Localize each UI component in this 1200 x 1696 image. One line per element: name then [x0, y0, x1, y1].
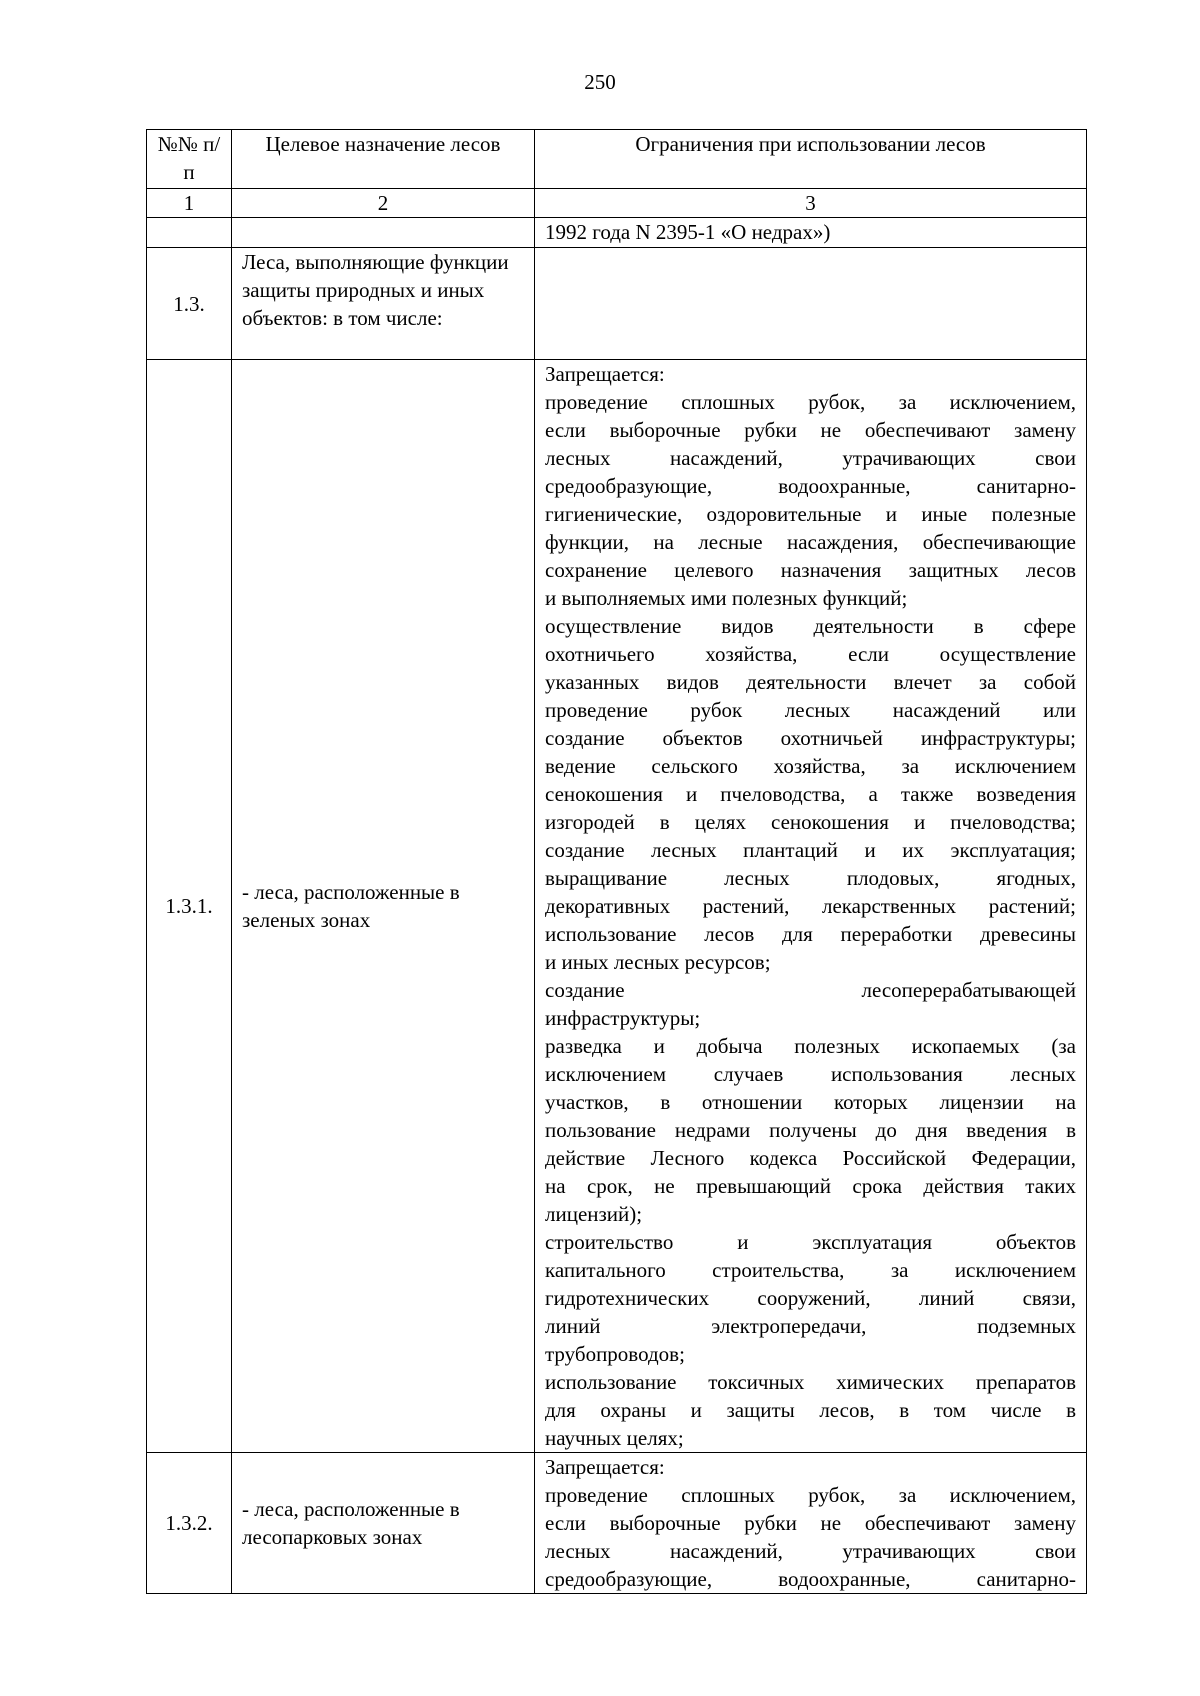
restriction-line: осуществление видов деятельности в сфере [545, 614, 1076, 638]
restriction-line: и выполняемых ими полезных функций; [545, 586, 908, 610]
row-restrictions [535, 360, 1087, 1453]
restriction-line: действие Лесного кодекса Российской Федерации, [545, 1146, 1076, 1170]
restriction-line: указанных видов деятельности влечет за собой [545, 670, 1076, 694]
column-number-2: 2 [232, 189, 535, 218]
row-purpose: - леса, расположенные в зеленых зонах [232, 360, 535, 1453]
restriction-line: гигиенические, оздоровительные и иные полезные [545, 502, 1076, 526]
header-col-number: №№ п/п [147, 130, 232, 189]
restriction-line: разведка и добыча полезных ископаемых (за [545, 1034, 1076, 1058]
table-row-1-3-2 [147, 1453, 1087, 1594]
continuation-text: 1992 года N 2395-1 «О недрах») [535, 218, 1087, 248]
restriction-line: сохранение целевого назначения защитных лесов [545, 558, 1076, 582]
restriction-line: декоративных растений, лекарственных растений; [545, 894, 1076, 918]
restriction-line: строительство и эксплуатация объектов [545, 1230, 1076, 1254]
table-row-1-3-1 [147, 360, 1087, 1453]
restriction-line: участков, в отношении которых лицензии на [545, 1090, 1076, 1114]
restriction-line: Запрещается: [545, 1455, 665, 1479]
restriction-line: на срок, не превышающий срока действия таких [545, 1174, 1076, 1198]
header-col-restrictions: Ограничения при использовании лесов [535, 130, 1087, 189]
restriction-line: линий электропередачи, подземных [545, 1314, 1076, 1338]
restriction-line: капитального строительства, за исключением [545, 1258, 1076, 1282]
table-row-1-3 [147, 248, 1087, 360]
continuation-empty-1 [147, 218, 232, 248]
row-number: 1.3. [147, 248, 232, 360]
restriction-line: исключением случаев использования лесных [545, 1062, 1076, 1086]
column-number-3: 3 [535, 189, 1087, 218]
restriction-line: функции, на лесные насаждения, обеспечивающие [545, 530, 1076, 554]
restriction-line: создание лесоперерабатывающей [545, 978, 1076, 1002]
row-restrictions-empty [535, 248, 1087, 360]
restrictions-table [146, 129, 1087, 1594]
restriction-line: выращивание лесных плодовых, ягодных, [545, 866, 1076, 890]
restriction-line: трубопроводов; [545, 1342, 685, 1366]
column-number-1: 1 [147, 189, 232, 218]
restriction-line: если выборочные рубки не обеспечивают замену [545, 1511, 1076, 1535]
restriction-line: охотничьего хозяйства, если осуществление [545, 642, 1076, 666]
restriction-line: лесных насаждений, утрачивающих свои [545, 446, 1076, 470]
row-number: 1.3.2. [147, 1453, 232, 1594]
continuation-row [147, 218, 1087, 248]
row-restrictions [535, 1453, 1087, 1594]
restriction-line: проведение рубок лесных насаждений или [545, 698, 1076, 722]
restriction-line: лицензий); [545, 1202, 643, 1226]
restriction-line: Запрещается: [545, 362, 665, 386]
restriction-line: использование лесов для переработки древесины [545, 922, 1076, 946]
row-number: 1.3.1. [147, 360, 232, 1453]
restriction-line: гидротехнических сооружений, линий связи, [545, 1286, 1076, 1310]
column-number-row [147, 189, 1087, 218]
restriction-line: изгородей в целях сенокошения и пчеловодства; [545, 810, 1076, 834]
restriction-line: для охраны и защиты лесов, в том числе в [545, 1398, 1076, 1422]
restriction-line: инфраструктуры; [545, 1006, 701, 1030]
restriction-line: если выборочные рубки не обеспечивают замену [545, 418, 1076, 442]
restriction-line: средообразующие, водоохранные, санитарно- [545, 1567, 1076, 1591]
restriction-line: создание лесных плантаций и их эксплуатация; [545, 838, 1076, 862]
row-purpose: Леса, выполняющие функции защиты природных и иных объектов: в том числе: [232, 248, 535, 360]
restriction-line: научных целях; [545, 1426, 684, 1450]
restriction-line: и иных лесных ресурсов; [545, 950, 771, 974]
row-purpose: - леса, расположенные в лесопарковых зонах [232, 1453, 535, 1594]
restriction-line: проведение сплошных рубок, за исключением, [545, 390, 1076, 414]
header-col-purpose: Целевое назначение лесов [232, 130, 535, 189]
restriction-line: сенокошения и пчеловодства, а также возведения [545, 782, 1076, 806]
restriction-line: ведение сельского хозяйства, за исключением [545, 754, 1076, 778]
continuation-empty-2 [232, 218, 535, 248]
restriction-line: лесных насаждений, утрачивающих свои [545, 1539, 1076, 1563]
table-header-row [147, 130, 1087, 189]
page-number: 250 [584, 70, 616, 94]
restriction-line: пользование недрами получены до дня введения в [545, 1118, 1076, 1142]
restriction-line: проведение сплошных рубок, за исключением, [545, 1483, 1076, 1507]
restriction-line: использование токсичных химических препаратов [545, 1370, 1076, 1394]
restriction-line: средообразующие, водоохранные, санитарно- [545, 474, 1076, 498]
restriction-line: создание объектов охотничьей инфраструктуры; [545, 726, 1076, 750]
